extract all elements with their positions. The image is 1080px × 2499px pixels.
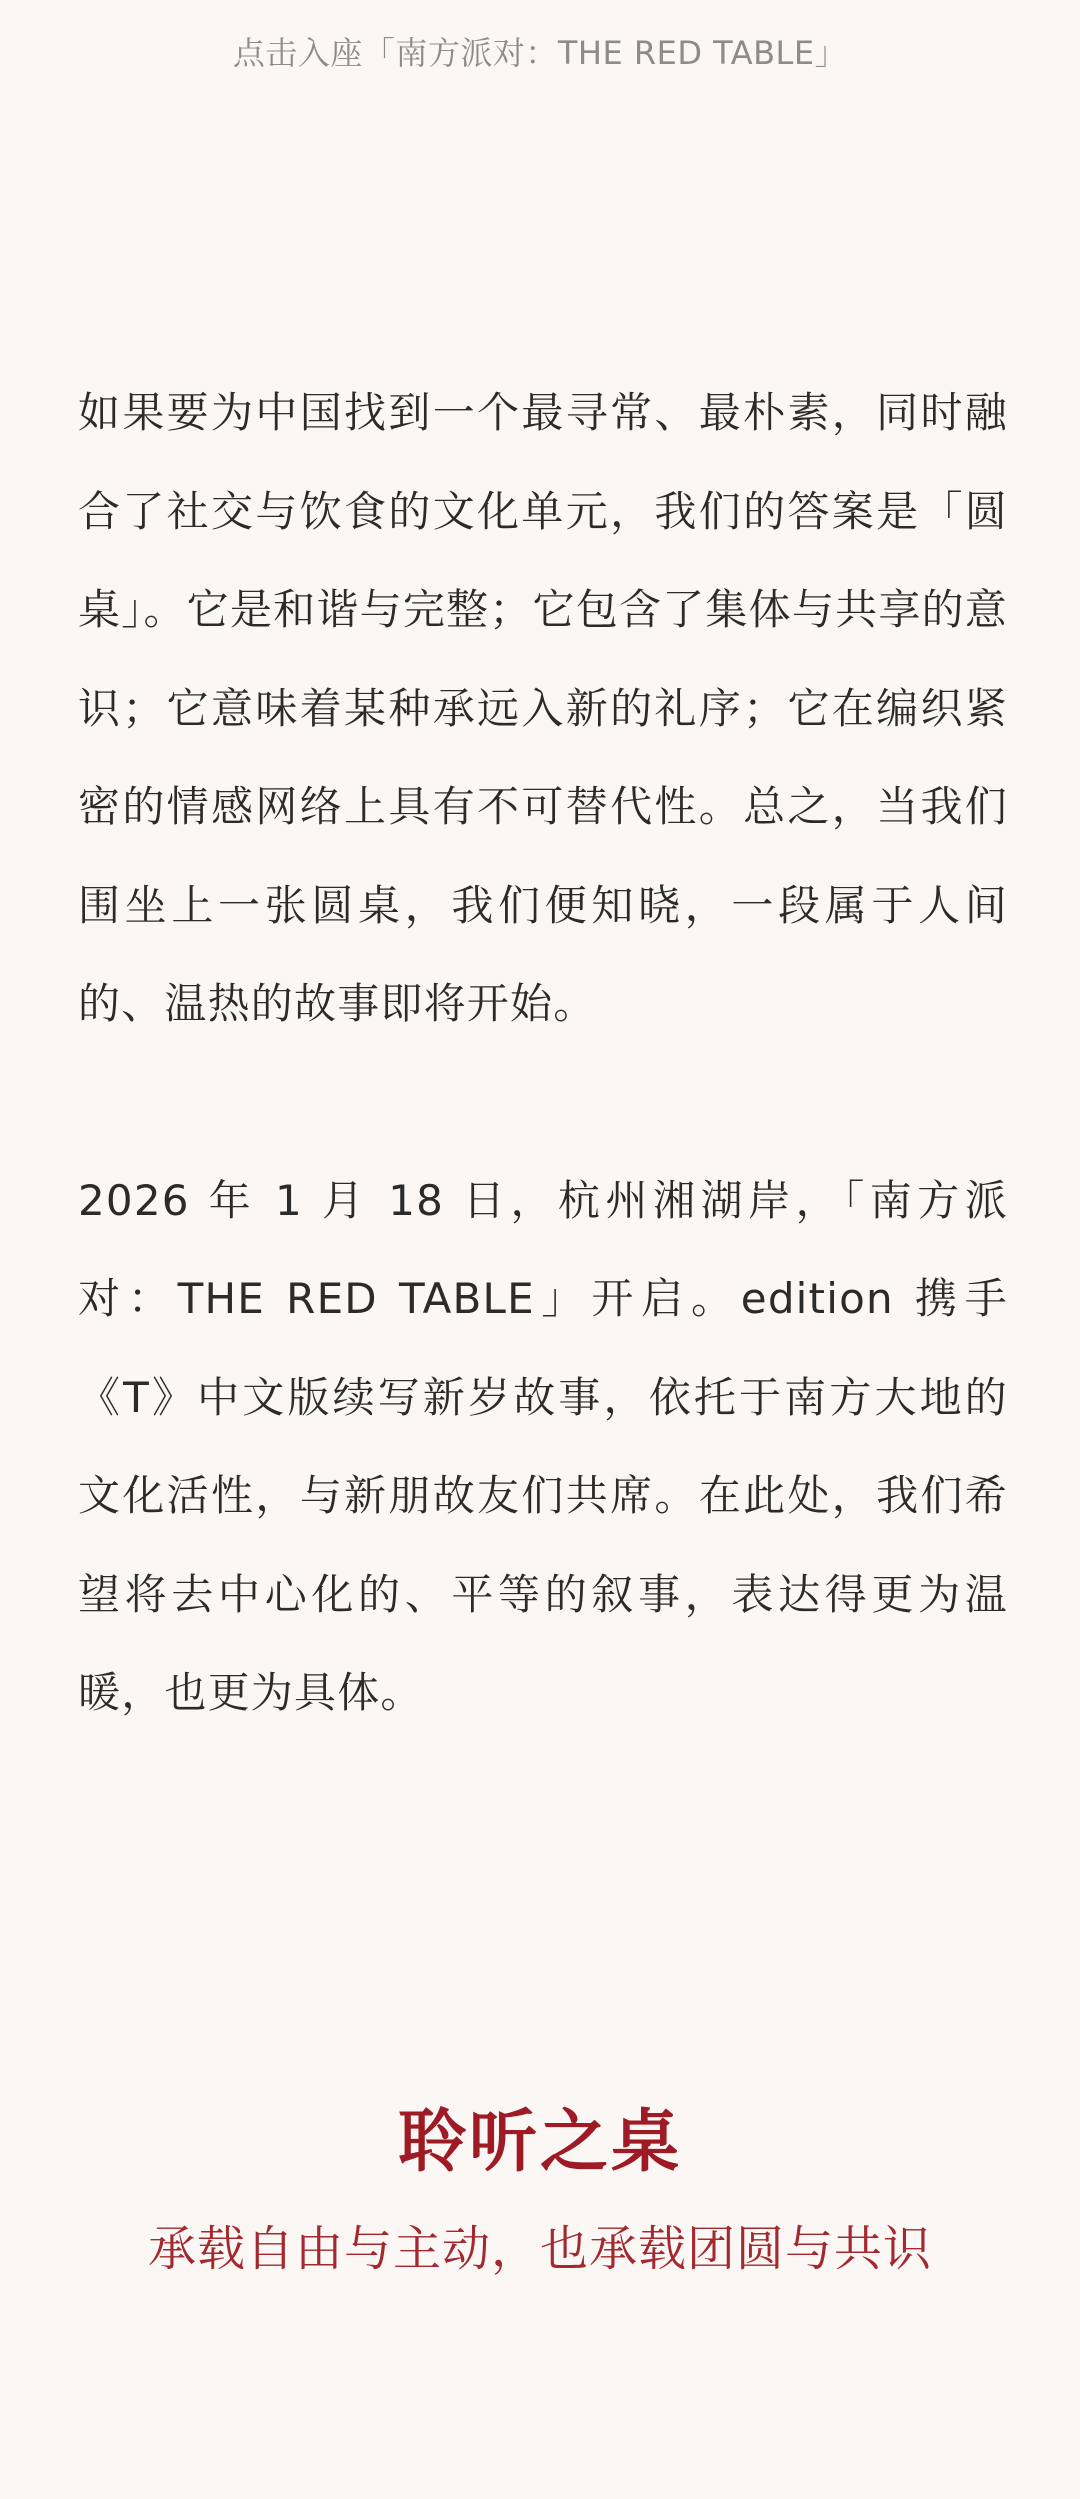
section-title: 聆听之桌 bbox=[397, 2103, 682, 2182]
article-paragraph: 如果要为中国找到一个最寻常、最朴素，同时融合了社交与饮食的文化单元，我们的答案是「圆桌」。它是和谐与完整；它包含了集体与共享的意识；它意味着某种承远入新的礼序；它在编织紧密的情感网络上具有不可替代性。总之，当我们围坐上一张圆桌，我们便知晓，一段属于人间的、温热的故事即将开始。 bbox=[78, 388, 1008, 1028]
section-subtitle: 承载自由与主动，也承载团圆与共识 bbox=[147, 2221, 932, 2277]
article-paragraph: 2026 年 1 月 18 日，杭州湘湖岸，「南方派对：THE RED TABLE」开启。edition 携手《T》中文版续写新岁故事，依托于南方大地的文化活性，与新朋故友们共席。在此处，我们希望将去中心化的、平等的叙事，表达得更为温暖，也更为具体。 bbox=[78, 1175, 1008, 1717]
paragraph-spacer bbox=[78, 1054, 1008, 1152]
article-body bbox=[78, 364, 1008, 1743]
header-caption: 点击入座「南方派对：THE RED TABLE」 bbox=[232, 34, 848, 72]
